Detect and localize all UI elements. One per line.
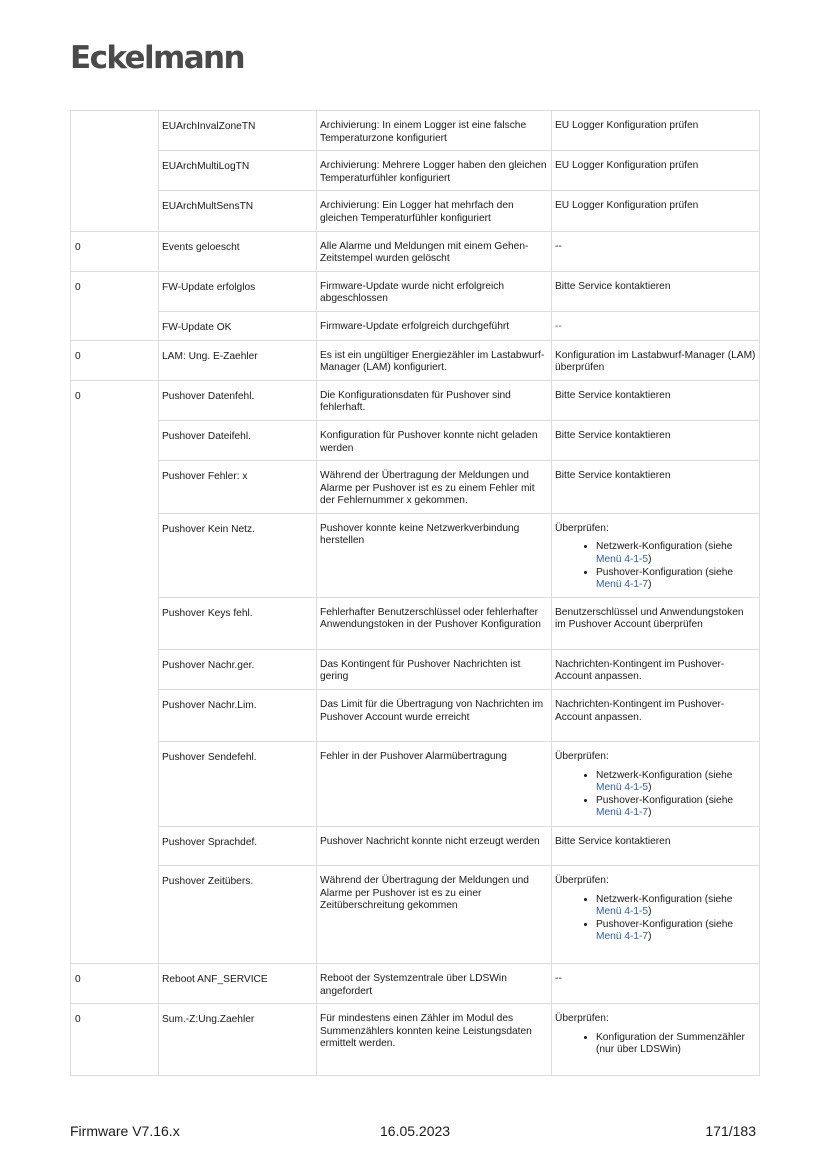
action-heading: Überprüfen: xyxy=(555,1013,609,1025)
action-cell: Bitte Service kontaktieren xyxy=(552,380,760,420)
check-list xyxy=(555,1032,756,1057)
table-row xyxy=(71,340,760,380)
action-cell: Bitte Service kontaktieren xyxy=(552,461,760,514)
cause-cell: Firmware-Update wurde nicht erfolgreich abgeschlossen xyxy=(317,271,552,311)
cause-cell: Fehlerhafter Benutzerschlüssel oder fehlerhafter Anwendungstoken in der Pushover Konfiguration xyxy=(317,597,552,649)
cause-cell: Fehler in der Pushover Alarmübertragung xyxy=(317,742,552,827)
table-row xyxy=(71,271,760,311)
table-row xyxy=(71,461,760,514)
cause-cell: Die Konfigurationsdaten für Pushover sind fehlerhaft. xyxy=(317,380,552,420)
cause-cell: Das Kontingent für Pushover Nachrichten ist gering xyxy=(317,649,552,689)
cause-cell: Pushover konnte keine Netzwerkverbindung herstellen xyxy=(317,513,552,597)
list-item: • Netzwerk-Konfiguration (siehe Menü 4-1-5) xyxy=(596,541,756,566)
priority-cell: 0 xyxy=(71,964,159,1004)
priority-cell: 0 xyxy=(71,380,159,420)
priority-cell xyxy=(71,866,159,964)
action-heading: Überprüfen: xyxy=(555,751,609,763)
action-heading: Überprüfen: xyxy=(555,522,609,534)
message-cell: FW-Update OK xyxy=(159,311,317,340)
table-row xyxy=(71,191,760,231)
action-cell: Benutzerschlüssel und Anwendungstoken im Pushover Account überprüfen xyxy=(552,597,760,649)
message-cell: Pushover Nachr.ger. xyxy=(159,649,317,689)
cause-cell: Während der Übertragung der Meldungen und Alarme per Pushover ist es zu einer Zeitüberschreitung gekommen xyxy=(317,866,552,964)
table-row xyxy=(71,690,760,742)
priority-cell xyxy=(71,597,159,649)
message-cell: EUArchInvalZoneTN xyxy=(159,111,317,151)
cause-cell: Für mindestens einen Zähler im Modul des Summenzählers konnten keine Leistungsdaten ermittelt werden. xyxy=(317,1004,552,1076)
priority-cell xyxy=(71,191,159,231)
message-cell: Pushover Sendefehl. xyxy=(159,742,317,827)
footer-firmware-version: Firmware V7.16.x xyxy=(70,1123,180,1139)
footer-date: 16.05.2023 xyxy=(380,1123,451,1139)
action-cell: EU Logger Konfiguration prüfen xyxy=(552,111,760,151)
check-list xyxy=(555,894,756,944)
message-cell: Pushover Nachr.Lim. xyxy=(159,690,317,742)
cause-cell: Archivierung: In einem Logger ist eine falsche Temperaturzone konfiguriert xyxy=(317,111,552,151)
priority-cell: 0 xyxy=(71,231,159,271)
eckelmann-logo: Eckelmann xyxy=(70,40,244,76)
table-row xyxy=(71,866,760,964)
priority-cell xyxy=(71,461,159,514)
priority-cell xyxy=(71,513,159,597)
table-row xyxy=(71,964,760,1004)
table-row xyxy=(71,231,760,271)
priority-cell xyxy=(71,111,159,151)
cause-cell: Es ist ein ungültiger Energiezähler im Lastabwurf-Manager (LAM) konfiguriert. xyxy=(317,340,552,380)
list-item: • Netzwerk-Konfiguration (siehe Menü 4-1-5) xyxy=(596,894,756,919)
message-cell: Pushover Datenfehl. xyxy=(159,380,317,420)
message-cell: EUArchMultiLogTN xyxy=(159,151,317,191)
action-cell xyxy=(552,742,760,827)
table-row xyxy=(71,111,760,151)
table-row xyxy=(71,513,760,597)
message-cell: Pushover Sprachdef. xyxy=(159,827,317,866)
check-list xyxy=(555,541,756,591)
table-row xyxy=(71,311,760,340)
footer-page-number: 171/183 xyxy=(705,1123,756,1139)
cause-cell: Während der Übertragung der Meldungen und Alarme per Pushover ist es zu einem Fehler mit der Fehlernummer x gekommen. xyxy=(317,461,552,514)
table-row xyxy=(71,420,760,460)
message-cell: Reboot ANF_SERVICE xyxy=(159,964,317,1004)
list-item: • Pushover-Konfiguration (siehe Menü 4-1-7) xyxy=(596,795,756,820)
message-cell: Pushover Keys fehl. xyxy=(159,597,317,649)
priority-cell: 0 xyxy=(71,271,159,311)
cause-cell: Archivierung: Ein Logger hat mehrfach den gleichen Temperaturfühler konfiguriert xyxy=(317,191,552,231)
priority-cell xyxy=(71,649,159,689)
message-cell: EUArchMultSensTN xyxy=(159,191,317,231)
message-cell: LAM: Ung. E-Zaehler xyxy=(159,340,317,380)
priority-cell xyxy=(71,420,159,460)
list-item: • Netzwerk-Konfiguration (siehe Menü 4-1-5) xyxy=(596,770,756,795)
action-cell: Bitte Service kontaktieren xyxy=(552,827,760,866)
cause-cell: Archivierung: Mehrere Logger haben den gleichen Temperaturfühler konfiguriert xyxy=(317,151,552,191)
menu-link[interactable]: Menü 4-1-7 xyxy=(596,807,649,819)
alarm-table xyxy=(70,110,760,1076)
list-item: • Pushover-Konfiguration (siehe Menü 4-1-7) xyxy=(596,919,756,944)
cause-cell: Das Limit für die Übertragung von Nachrichten im Pushover Account wurde erreicht xyxy=(317,690,552,742)
priority-cell xyxy=(71,827,159,866)
cause-cell: Alle Alarme und Meldungen mit einem Gehen-Zeitstempel wurden gelöscht xyxy=(317,231,552,271)
list-item: • Pushover-Konfiguration (siehe Menü 4-1-7) xyxy=(596,567,756,592)
cause-cell: Pushover Nachricht konnte nicht erzeugt werden xyxy=(317,827,552,866)
action-cell xyxy=(552,866,760,964)
check-list xyxy=(555,770,756,820)
message-cell: Pushover Zeitübers. xyxy=(159,866,317,964)
table-row xyxy=(71,742,760,827)
table-row xyxy=(71,597,760,649)
action-cell xyxy=(552,513,760,597)
list-item: • Konfiguration der Summenzähler (nur über LDSWin) xyxy=(596,1032,756,1057)
message-cell: Sum.-Z:Ung.Zaehler xyxy=(159,1004,317,1076)
action-cell: -- xyxy=(552,231,760,271)
action-cell xyxy=(552,1004,760,1076)
action-cell: EU Logger Konfiguration prüfen xyxy=(552,191,760,231)
message-cell: Pushover Dateifehl. xyxy=(159,420,317,460)
menu-link[interactable]: Menü 4-1-5 xyxy=(596,554,649,566)
menu-link[interactable]: Menü 4-1-5 xyxy=(596,906,649,918)
table-row xyxy=(71,1004,760,1076)
action-cell: -- xyxy=(552,964,760,1004)
table-row xyxy=(71,649,760,689)
priority-cell xyxy=(71,311,159,340)
action-cell: Bitte Service kontaktieren xyxy=(552,271,760,311)
table-row xyxy=(71,151,760,191)
menu-link[interactable]: Menü 4-1-7 xyxy=(596,931,649,943)
cause-cell: Firmware-Update erfolgreich durchgeführt xyxy=(317,311,552,340)
action-cell: Bitte Service kontaktieren xyxy=(552,420,760,460)
cause-cell: Reboot der Systemzentrale über LDSWin angefordert xyxy=(317,964,552,1004)
priority-cell xyxy=(71,151,159,191)
message-cell: Pushover Kein Netz. xyxy=(159,513,317,597)
table-row xyxy=(71,380,760,420)
action-cell: EU Logger Konfiguration prüfen xyxy=(552,151,760,191)
message-cell: Events geloescht xyxy=(159,231,317,271)
priority-cell xyxy=(71,690,159,742)
action-cell: Nachrichten-Kontingent im Pushover-Account anpassen. xyxy=(552,690,760,742)
action-cell: Konfiguration im Lastabwurf-Manager (LAM) überprüfen xyxy=(552,340,760,380)
menu-link[interactable]: Menü 4-1-5 xyxy=(596,782,649,794)
priority-cell: 0 xyxy=(71,340,159,380)
message-cell: FW-Update erfolglos xyxy=(159,271,317,311)
cause-cell: Konfiguration für Pushover konnte nicht geladen werden xyxy=(317,420,552,460)
menu-link[interactable]: Menü 4-1-7 xyxy=(596,579,649,591)
message-cell: Pushover Fehler: x xyxy=(159,461,317,514)
action-link[interactable]: -- xyxy=(552,311,760,340)
table-row xyxy=(71,827,760,866)
priority-cell: 0 xyxy=(71,1004,159,1076)
action-heading: Überprüfen: xyxy=(555,875,609,887)
action-cell: Nachrichten-Kontingent im Pushover-Account anpassen. xyxy=(552,649,760,689)
priority-cell xyxy=(71,742,159,827)
